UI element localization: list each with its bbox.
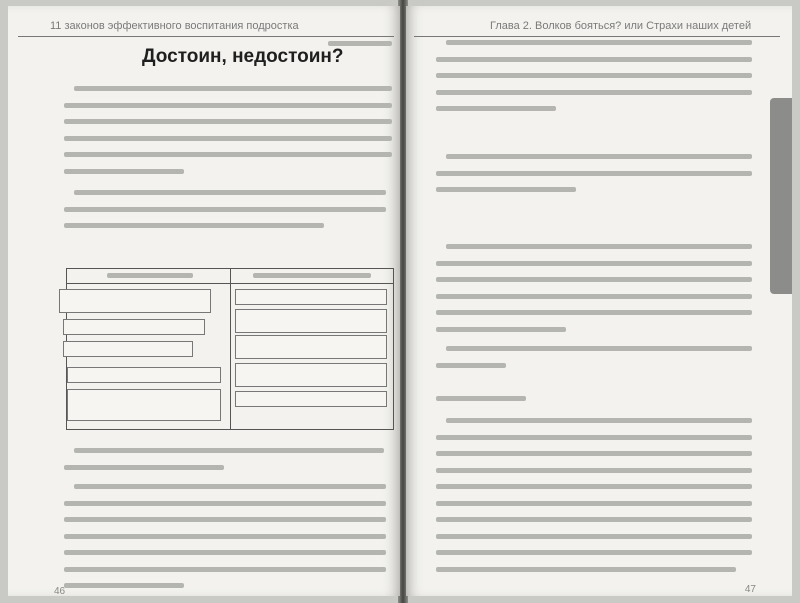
text-line: [74, 190, 386, 195]
text-line: [436, 90, 752, 95]
text-line: [74, 484, 386, 489]
text-line: [64, 465, 224, 470]
text-line: [64, 534, 386, 539]
running-head-left: 11 законов эффективного воспитания подростка: [50, 20, 299, 32]
text-line: [64, 223, 324, 228]
text-line: [64, 501, 386, 506]
table-cell-left: [67, 389, 221, 421]
text-line: [436, 106, 556, 111]
comparison-table: [66, 268, 394, 430]
text-line: [436, 277, 752, 282]
text-line: [64, 207, 386, 212]
right-page: [406, 6, 792, 596]
text-line: [74, 448, 384, 453]
text-line: [64, 567, 386, 572]
text-line: [64, 583, 184, 588]
text-line: [436, 57, 752, 62]
running-head-right: Глава 2. Волков бояться? или Страхи наших детей: [490, 20, 752, 32]
text-line: [436, 468, 752, 473]
text-line: [446, 418, 752, 423]
table-cell-right: [235, 363, 387, 387]
text-line: [64, 136, 392, 141]
text-line: [436, 451, 752, 456]
page-number-left: 46: [54, 586, 66, 596]
text-line: [436, 534, 752, 539]
text-line: [436, 73, 752, 78]
text-line: [74, 86, 392, 91]
table-header-right: [253, 273, 371, 278]
left-page: [8, 6, 400, 596]
text-line: [436, 517, 752, 522]
table-cell-right: [235, 289, 387, 305]
text-line: [64, 119, 392, 124]
text-line: [64, 550, 386, 555]
table-cell-left: [59, 289, 211, 313]
header-rule: [414, 36, 780, 37]
text-line: [436, 187, 576, 192]
table-column-divider: [230, 269, 231, 429]
text-line: [446, 40, 752, 45]
page-number-right: 47: [744, 584, 756, 595]
text-line: [436, 171, 752, 176]
text-line: [436, 484, 752, 489]
text-line: [436, 501, 752, 506]
table-cell-left: [63, 319, 205, 335]
text-line: [436, 550, 752, 555]
text-line: [436, 435, 752, 440]
text-line: [436, 363, 506, 368]
table-cell-left: [67, 367, 221, 383]
text-line: [436, 567, 736, 572]
table-cell-right: [235, 309, 387, 333]
text-line: [436, 261, 752, 266]
table-cell-right: [235, 335, 387, 359]
header-rule: [18, 36, 394, 37]
text-line: [64, 169, 184, 174]
text-line: [446, 346, 752, 351]
table-cell-left: [63, 341, 193, 357]
text-line: [64, 517, 386, 522]
text-line: [64, 152, 392, 157]
text-line: [436, 396, 526, 401]
chapter-title: Достоин, недостоин?: [142, 46, 344, 67]
text-line: [436, 310, 752, 315]
text-line: [446, 244, 752, 249]
table-header-left: [107, 273, 193, 278]
text-line: [436, 327, 566, 332]
text-line: [436, 294, 752, 299]
chapter-side-tab: [770, 98, 792, 294]
table-cell-right: [235, 391, 387, 407]
text-line: [64, 103, 392, 108]
text-line: [446, 154, 752, 159]
